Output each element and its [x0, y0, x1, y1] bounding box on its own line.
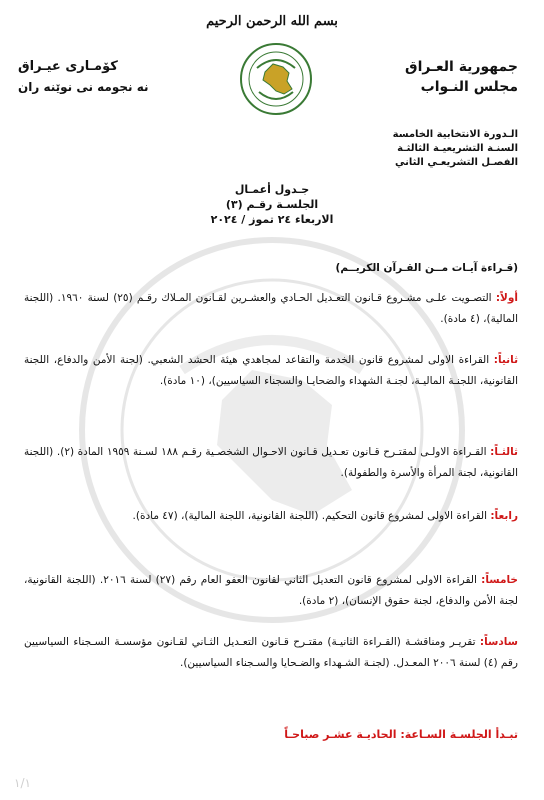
republic-name-kurdish: كۆمـارى عيـراق	[18, 59, 118, 74]
item-number: رابعاً:	[490, 510, 518, 522]
item-text: التصـويت علـى مشـروع قـانون التعـديل الحـادي والعشـرين لقـانون المـلاك رقـم (٢٥) لسنة ١٩٦٠. (اللجنة المالية)، (٤ مادة).	[24, 292, 518, 325]
agenda-item-2	[24, 350, 518, 392]
page-number: ١/١	[14, 776, 31, 790]
agenda-item-6	[24, 632, 518, 674]
council-name-kurdish: نه نجومه نى نوێنه ران	[18, 80, 149, 94]
header-arabic	[348, 57, 518, 97]
agenda-item-3	[24, 442, 518, 484]
republic-name: جمهورية العـراق	[405, 59, 518, 75]
agenda-item-5	[24, 570, 518, 612]
electoral-term: الـدورة الانتخابية الخامسة	[392, 129, 518, 140]
agenda-title: جـدول أعمـال	[234, 183, 310, 196]
item-text: تقريـر ومناقشـة (القـراءة الثانيـة) مقتـرح قـانون التعـديل الثـاني لقـانون مؤسسـة السـجناء السياسيين رقم (٤) لسنة ٢٠٠٦ المعـدل. (لجنـة الشـهداء والضـحايا والسـجناء السياسيين).	[24, 636, 518, 669]
item-number: ثانياً:	[493, 354, 519, 366]
session-start-time: تبـدأ الجلسـة السـاعة: الحاديـة عشـر صباحـاً	[284, 728, 518, 741]
council-name: مجلس النـواب	[420, 79, 518, 95]
item-number: سادساً:	[479, 636, 518, 648]
basmala: بسم الله الرحمن الرحيم	[206, 14, 338, 29]
session-info	[318, 128, 518, 170]
item-text: القراءة الاولى لمشروع قانون الخدمة والتقاعد لمجاهدي هيئة الحشد الشعبي. (لجنة الأمن والدفاع، اللجنة القانونية، اللجنـة الماليـة، لجنـة الشهداء والضحايـا والسجناء السياسيين)، (١٠ مادة).	[24, 354, 518, 387]
item-number: أولاً:	[495, 292, 518, 304]
item-text: القـراءة الاولـى لمقتـرح قـانون تعـديل قـانون الاحـوال الشخصـية رقـم ١٨٨ لسـنة ١٩٥٩ المادة (٢). (اللجنة القانونية، لجنة المرأة والأسرة والطفولة).	[24, 446, 518, 479]
legislative-term: الفصـل التشريعـي الثاني	[394, 157, 518, 168]
item-number: خامساً:	[481, 574, 518, 586]
agenda-header	[172, 182, 372, 227]
agenda-item-4	[24, 506, 518, 527]
parliament-logo	[239, 42, 313, 116]
item-number: ثالثـاً:	[490, 446, 518, 458]
session-number: الجلسـة رقـم (٣)	[225, 198, 319, 211]
quran-reading	[24, 258, 518, 279]
legislative-year: السنـة التشريعيـة الثالثـة	[397, 143, 518, 154]
agenda-item-1	[24, 288, 518, 330]
item-text: القراءة الاولى لمشروع قانون التحكيم. (اللجنة القانونية، اللجنة المالية)، (٤٧ مادة).	[132, 510, 487, 522]
header-kurdish	[18, 57, 188, 97]
item-text: القراءة الاولى لمشروع قانون التعديل الثاني لقانون العفو العام رقم (٢٧) لسنة ٢٠١٦. (اللجنة القانونية، لجنة الأمن والدفاع، لجنة حقوق الإنسان)، (٢ مادة).	[24, 574, 518, 607]
session-date: الاربعاء ٢٤ تموز / ٢٠٢٤	[210, 213, 334, 226]
item-text: (قـراءة آيـات مــن القـرآن الكريــم)	[335, 262, 518, 274]
